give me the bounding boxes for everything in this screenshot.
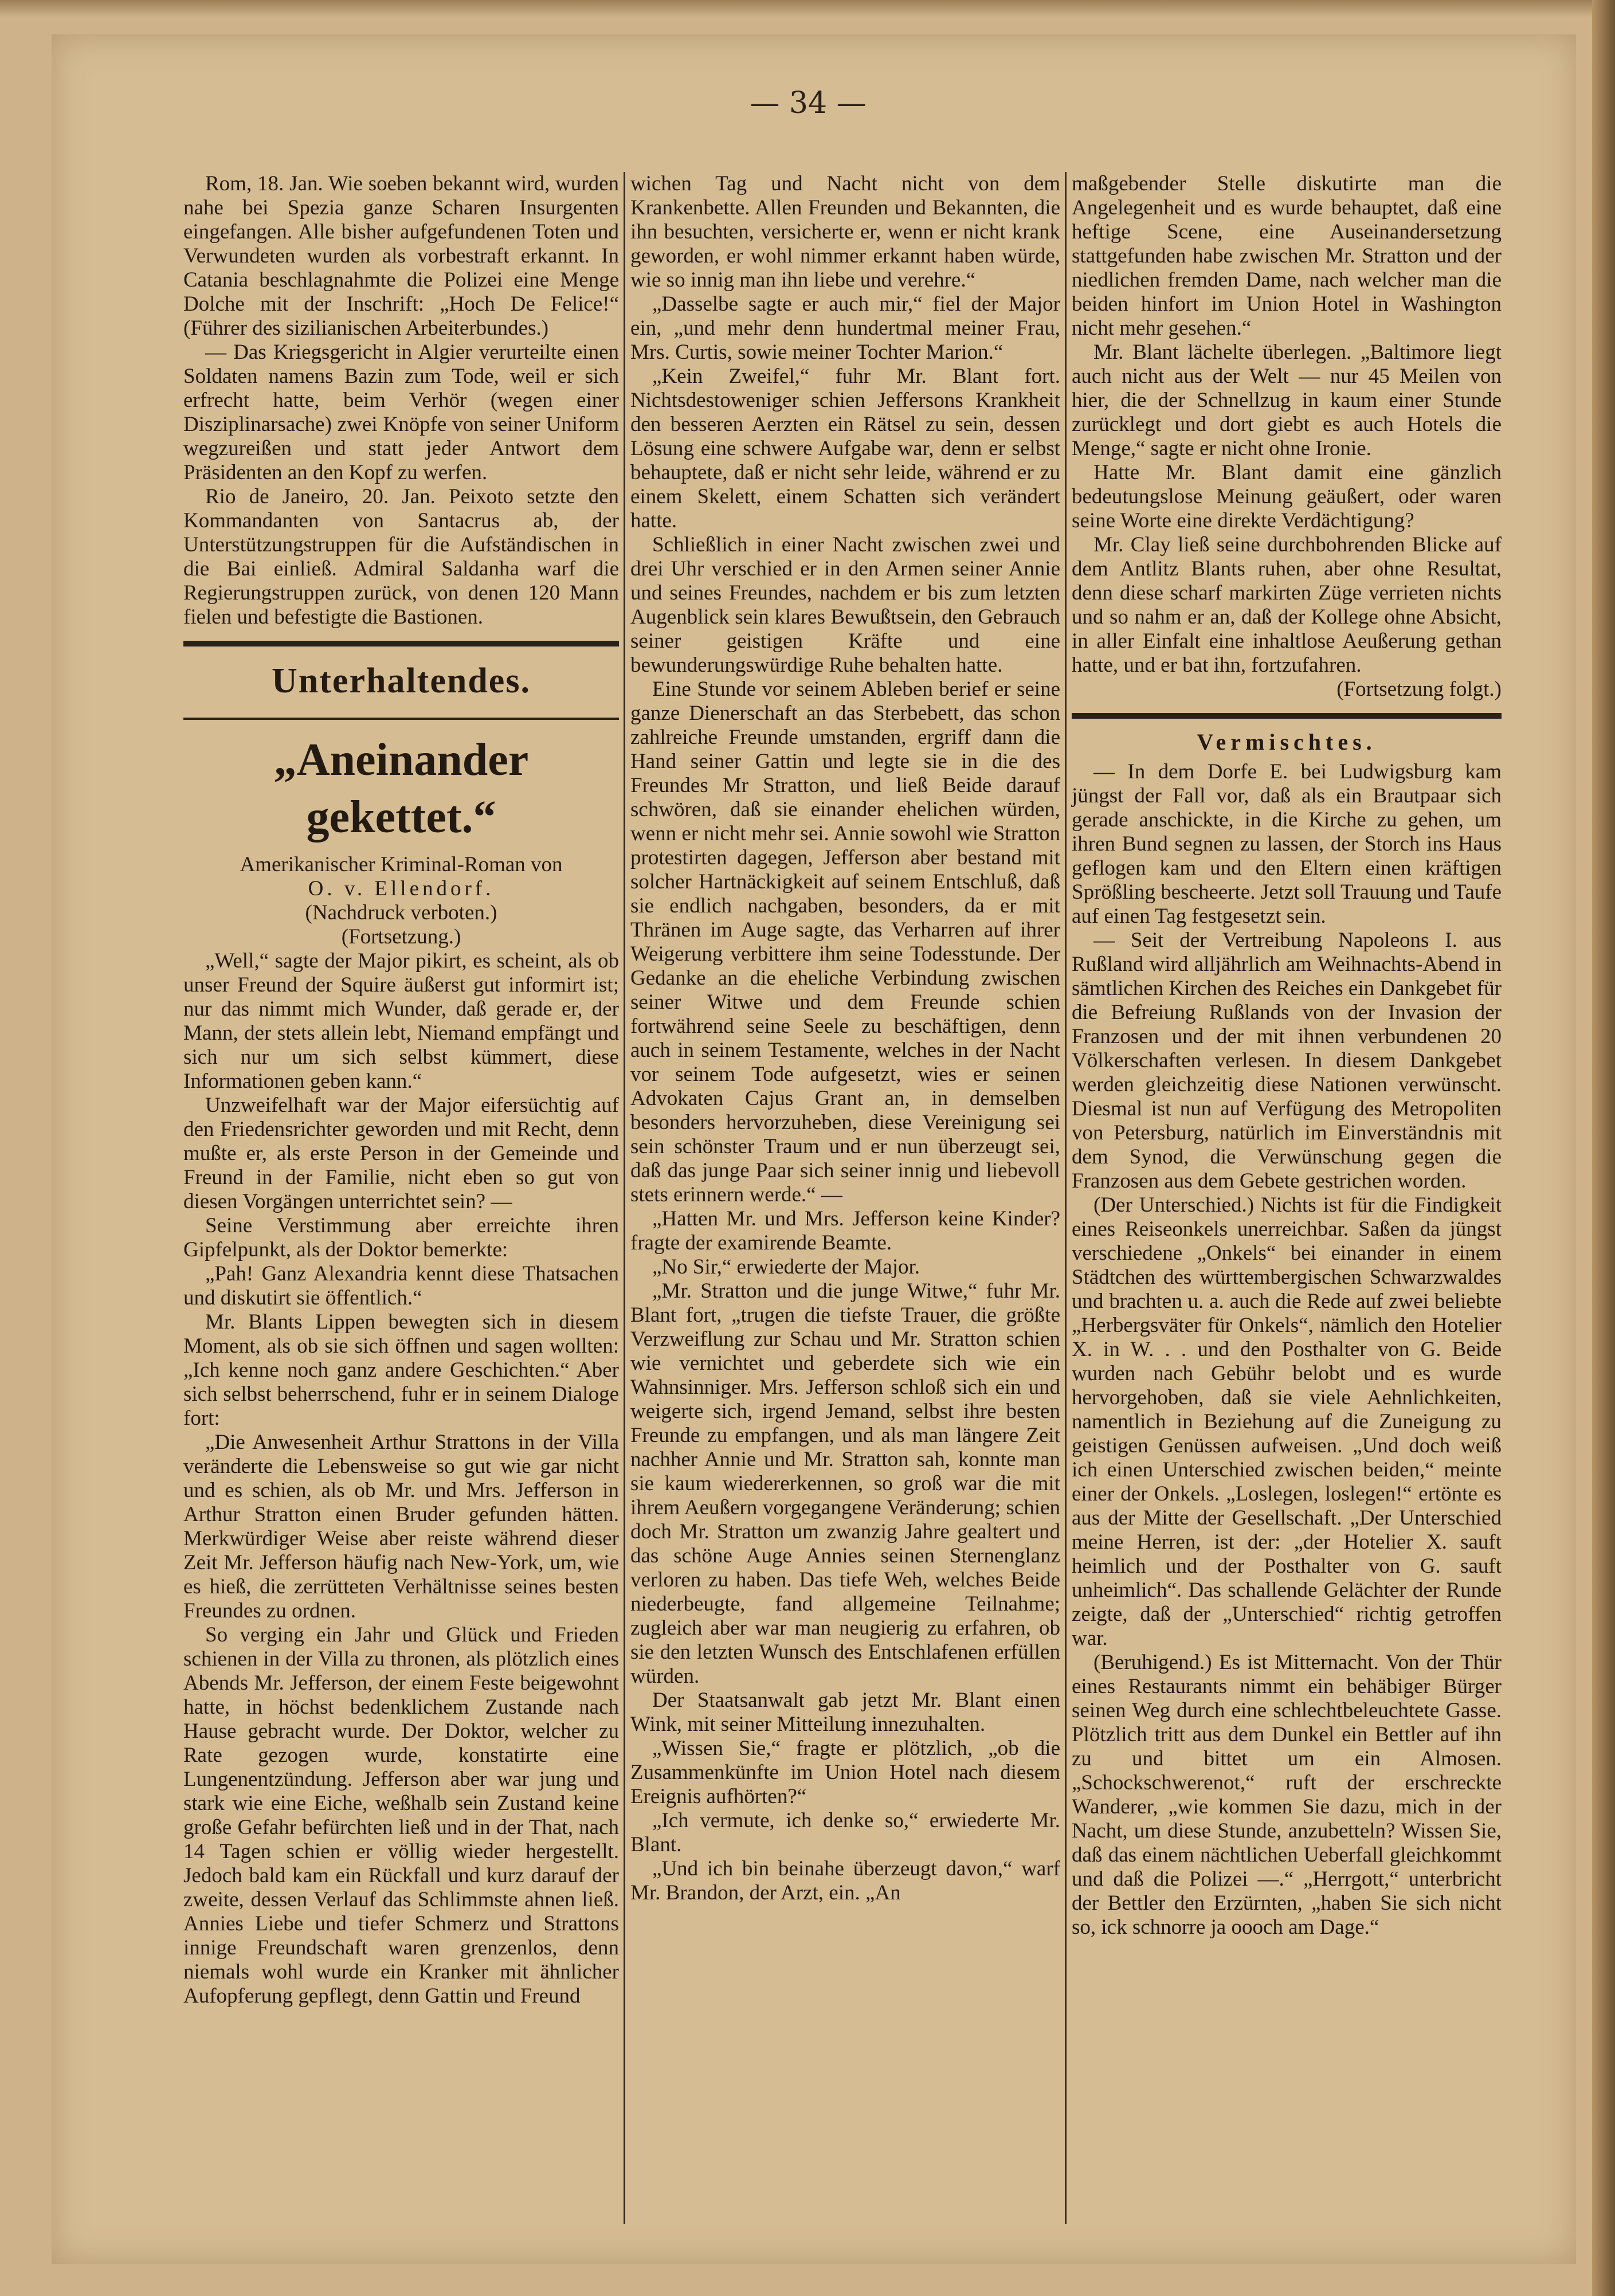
title-divider [183, 718, 619, 720]
reprint-note: (Nachdruck verboten.) [305, 901, 497, 924]
to-be-continued: (Fortsetzung folgt.) [1336, 677, 1502, 701]
story-paragraph: „Ich vermute, ich denke so,“ erwiederte Mr. Blant. [630, 1809, 1060, 1856]
section-title: Unterhaltendes. [272, 661, 531, 700]
story-paragraph: Der Staatsanwalt gab jetzt Mr. Blant einen Wink, mit seiner Mitteilung innezuhalten. [630, 1688, 1060, 1736]
story-paragraph: Seine Verstimmung aber erreichte ihren Gipfelpunkt, als der Doktor bemerkte: [183, 1214, 619, 1261]
story-paragraph: maßgebender Stelle diskutirte man die Angelegenheit und es wurde behauptet, daß eine heftige Scene, eine Auseinandersetzung stattgefunden habe zwischen Mr. Stratton und der niedlichen fremden Dame, nach welcher man die beiden hinfort im Union Hotel in Washington nicht mehr gesehen.“ [1072, 172, 1502, 340]
news-item: — Das Kriegsgericht in Algier verurteilte einen Soldaten namens Bazin zum Tode, weil er sich erfrecht hatte, beim Verhör (wegen einer Disziplinarsache) zwei Knöpfe von seiner Uniform wegzureißen und statt jeder Antwort dem Präsidenten an den Kopf zu werfen. [183, 340, 619, 484]
story-paragraph: Schließlich in einer Nacht zwischen zwei und drei Uhr verschied er in den Armen seiner Annie und seines Freundes, nachdem er bis zum letzten Augenblick sein klares Bewußtsein, den Gebrauch seiner geistigen Kräfte und eine bewunderungswürdige Ruhe behalten hatte. [630, 533, 1060, 677]
novel-subtitle: Amerikanischer Kriminal-Roman von [240, 853, 563, 876]
news-item: Rio de Janeiro, 20. Jan. Peixoto setzte den Kommandanten von Santacrus ab, der Unterstützungstruppen für die Aufständischen in die Bai einließ. Admiral Saldanha warf die Regierungstruppen zurück, von denen 120 Mann fielen und befestigte die Bastionen. [183, 485, 619, 629]
story-paragraph: „No Sir,“ erwiederte der Major. [652, 1255, 920, 1279]
page-number: — 34 — [750, 86, 867, 120]
misc-item: — Seit der Vertreibung Napoleons I. aus Rußland wird alljährlich am Weihnachts-Abend in sämtlichen Kirchen des Reiches ein Dankgebet für die Befreiung Rußlands von der Invasion der Franzosen und der mit ihnen verbundenen 20 Völkerschaften verlesen. In diesem Dankgebet werden gleichzeitig diese Nationen verwünscht. Diesmal ist nun auf Verfügung des Metropoliten von Petersburg, natürlich im Einverständnis mit dem Synod, die Verwünschung gegen die Franzosen aus dem Gebete gestrichen worden. [1072, 928, 1502, 1193]
column-3 [1072, 172, 1502, 1940]
section-divider [183, 641, 619, 647]
misc-item: (Beruhigend.) Es ist Mitternacht. Von der Thür eines Restaurants nimmt ein behäbiger Bürger seinen Weg durch eine schlechtbeleuchtete Gasse. Plötzlich tritt aus dem Dunkel ein Bettler auf ihn zu und bittet um ein Almosen. „Schockschwerenot,“ ruft der erschreckte Wanderer, „wie kommen Sie dazu, mich in der Nacht, um diese Stunde, anzubetteln? Wissen Sie, daß das einem nächtlichen Ueberfall gleichkommt und daß die Polizei —.“ „Herrgott,“ unterbricht der Bettler den Erzürnten, „haben Sie sich nicht so, ick schnorre ja oooch am Dage.“ [1072, 1651, 1502, 1939]
story-paragraph: „Kein Zweifel,“ fuhr Mr. Blant fort. Nichtsdestoweniger schien Jeffersons Krankheit den besseren Aerzten ein Rätsel zu sein, dessen Lösung eine schwere Aufgabe war, denn er selbst behauptete, daß er nicht sehr leide, während er zu einem Skelett, einem Schatten sich verändert hatte. [630, 365, 1060, 532]
book-binding [1592, 0, 1615, 2296]
misc-item: (Der Unterschied.) Nichts ist für die Findigkeit eines Reiseonkels unerreichbar. Saßen da jüngst verschiedene „Onkels“ bei einander in einem Städtchen des württembergischen Schwarzwaldes und brachten u. a. auch die Rede auf zwei beliebte „Herbergsväter für Onkels“, nämlich den Hotelier X. in W. . . und den Posthalter von G. Beide wurden nach Gebühr belobt und es wurde hervorgehoben, daß sie viele Aehnlichkeiten, namentlich in Beziehung auf die Zuneigung zu geistigen Genüssen aufweisen. „Und doch weiß ich einen Unterschied zwischen beiden,“ meinte einer der Onkels. „Loslegen, loslegen!“ ertönte es aus der Mitte der Gesellschaft. „Der Unterschied meine Herren, ist der: „der Hotelier X. sauft heimlich und der Posthalter von G. sauft unheimlich“. Das schallende Gelächter der Runde zeigte, daß der „Unterschied“ richtig getroffen war. [1072, 1193, 1502, 1650]
story-paragraph: „Pah! Ganz Alexandria kennt diese Thatsachen und diskutirt sie öffentlich.“ [183, 1262, 619, 1310]
column-2 [630, 172, 1060, 1905]
misc-section-title: Vermischtes. [1197, 729, 1377, 755]
story-paragraph: „Und ich bin beinahe überzeugt davon,“ warf Mr. Brandon, der Arzt, ein. „An [630, 1857, 1060, 1905]
story-paragraph: So verging ein Jahr und Glück und Frieden schienen in der Villa zu thronen, als plötzlich eines Abends Mr. Jefferson, der einem Feste beigewohnt hatte, in höchst bedenklichem Zustande nach Hause gebracht wurde. Der Doktor, welcher zu Rate gezogen wurde, konstatirte eine Lungenentzündung. Jefferson aber war jung und stark wie eine Eiche, weßhalb sein Zustand keine große Gefahr befürchten ließ und in der That, nach 14 Tagen schien er völlig wieder hergestellt. Jedoch bald kam ein Rückfall und kurz darauf der zweite, dessen Verlauf das Schlimmste ahnen ließ. Annies Liebe und tiefer Schmerz und Strattons innige Freundschaft waren grenzenlos, denn niemals wohl wurde ein Kranker mit ähnlicher Aufopferung gepflegt, denn Gattin und Freund [183, 1623, 619, 2008]
news-item: Rom, 18. Jan. Wie soeben bekannt wird, wurden nahe bei Spezia ganze Scharen Insurgenten eingefangen. Alle bisher aufgefundenen Toten und Verwundeten wurden als vorbestraft erkannt. In Catania beschlagnahmte die Polizei eine Menge Dolche mit der Inschrift: „Hoch De Felice!“ (Führer des sizilianischen Arbeiterbundes.) [183, 172, 619, 340]
story-paragraph: „Mr. Stratton und die junge Witwe,“ fuhr Mr. Blant fort, „trugen die tiefste Trauer, die größte Verzweiflung zur Schau und Mr. Stratton schien wie vernichtet und geberdete sich wie ein Wahnsinniger. Mrs. Jefferson schloß sich ein und weigerte sich, irgend Jemand, selbst ihre besten Freunde zu empfangen, und als man längere Zeit nachher Annie und Mr. Stratton sah, konnte man sie kaum wiedererkennen, so groß war die mit ihrem Aeußern vorgegangene Veränderung; schien doch Mr. Stratton um zwanzig Jahre gealtert und das schöne Auge Annies seinen Sternenglanz verloren zu haben. Das tiefe Weh, welches Beide niederbeugte, fand allgemeine Teilnahme; zugleich aber war man neugierig zu erfahren, ob sie den letzten Wunsch des Entschlafenen erfüllen würden. [630, 1279, 1060, 1688]
story-paragraph: Mr. Blants Lippen bewegten sich in diesem Moment, als ob sie sich öffnen und sagen wollten: „Ich kenne noch ganz andere Geschichten.“ Aber sich selbst beherrschend, fuhr er in seinem Dialoge fort: [183, 1310, 619, 1430]
story-paragraph: „Hatten Mr. und Mrs. Jefferson keine Kinder? fragte der examirende Beamte. [630, 1207, 1060, 1255]
continuation-note: (Fortsetzung.) [341, 925, 461, 949]
novel-author: O. v. Ellendorf. [308, 877, 495, 900]
story-paragraph: Hatte Mr. Blant damit eine gänzlich bedeutungslose Meinung geäußert, oder waren seine Worte eine direkte Verdächtigung? [1072, 461, 1502, 532]
story-paragraph: Unzweifelhaft war der Major eifersüchtig auf den Friedensrichter geworden und mit Recht, denn mußte er, als erste Person in der Gemeinde und Freund in der Familie, nicht eben so gut von diesen Vorgängen unterrichtet sein? — [183, 1094, 619, 1213]
novel-title: „Aneinander gekettet.“ [273, 735, 529, 843]
misc-divider [1072, 713, 1502, 719]
column-rule-1 [624, 172, 625, 2224]
story-paragraph: „Well,“ sagte der Major pikirt, es scheint, als ob unser Freund der Squire äußerst gut informirt ist; nur das nimmt mich Wunder, daß gerade er, der Mann, der stets allein lebt, Niemand empfängt und sich nur um sich selbst kümmert, diese Informationen geben kann.“ [183, 949, 619, 1093]
story-paragraph: Mr. Blant lächelte überlegen. „Baltimore liegt auch nicht aus der Welt — nur 45 Meilen von hier, die der Schnellzug in kaum einer Stunde zurücklegt und dort giebt es auch Hotels die Menge,“ sagte er nicht ohne Ironie. [1072, 340, 1502, 460]
story-paragraph: „Wissen Sie,“ fragte er plötzlich, „ob die Zusammenkünfte im Union Hotel nach diesem Ereignis aufhörten?“ [630, 1737, 1060, 1808]
column-rule-2 [1065, 172, 1067, 2224]
story-paragraph: „Die Anwesenheit Arthur Strattons in der Villa veränderte die Lebensweise so gut wie gar nicht und es schien, als ob Mr. und Mrs. Jefferson in Arthur Stratton einen Bruder gefunden hätten. Merkwürdiger Weise aber reiste während dieser Zeit Mr. Jefferson häufig nach New-York, um, wie es hieß, die zerrütteten Verhältnisse seines besten Freundes zu ordnen. [183, 1431, 619, 1623]
page-top-edge [0, 0, 1615, 17]
story-paragraph: wichen Tag und Nacht nicht von dem Krankenbette. Allen Freunden und Bekannten, die ihn besuchten, versicherte er, wenn er nicht krank geworden, er wohl nimmer erkannt haben würde, wie so innig man ihn liebe und verehre.“ [630, 172, 1060, 292]
misc-item: — In dem Dorfe E. bei Ludwigsburg kam jüngst der Fall vor, daß als ein Brautpaar sich gerade anschickte, in die Kirche zu gehen, um ihren Bund segnen zu lassen, der Storch ins Haus geflogen kam und den Eltern einen kräftigen Sprößling bescheerte. Jetzt soll Trauung und Taufe auf einen Tag festgesetzt sein. [1072, 760, 1502, 928]
story-paragraph: Mr. Clay ließ seine durchbohrenden Blicke auf dem Antlitz Blants ruhen, aber ohne Resultat, denn diese scharf markirten Züge verrieten nichts und so nahm er an, daß der Kollege ohne Absicht, in aller Einfalt eine inhaltlose Aeußerung gethan hatte, und er bat ihn, fortzufahren. [1072, 533, 1502, 677]
story-paragraph: Eine Stunde vor seinem Ableben berief er seine ganze Dienerschaft an das Sterbebett, das schon zahlreiche Freunde umstanden, ergriff dann die Hand seiner Gattin und legte sie in die des Freundes Mr Stratton, und ließ Beide darauf schwören, daß sie einander ehelichen würden, wenn er nicht mehr sei. Annie sowohl wie Stratton protestirten dagegen, Jefferson aber bestand mit solcher Hartnäckigkeit auf seinem Entschluß, daß sie endlich nachgaben, besonders, da er mit Thränen im Auge sagte, das Verharren auf ihrer Weigerung verbittere ihm seine Todesstunde. Der Gedanke an die eheliche Verbindung zwischen seiner Witwe und dem Freunde schien fortwährend seine Seele zu beschäftigen, denn auch in seinem Testamente, welches in der Nacht vor seinem Tode aufgesetzt, wies er seinen Advokaten Cajus Grant an, in demselben besonders hervorzuheben, diese Vereinigung sei sein schönster Traum und er nun überzeugt sei, daß das junge Paar sich seiner innig und liebevoll stets erinnern werde.“ — [630, 677, 1060, 1206]
story-paragraph: „Dasselbe sagte er auch mir,“ fiel der Major ein, „und mehr denn hundertmal meiner Frau, Mrs. Curtis, sowie meiner Tochter Marion.“ [630, 292, 1060, 364]
column-1 [183, 172, 619, 2008]
